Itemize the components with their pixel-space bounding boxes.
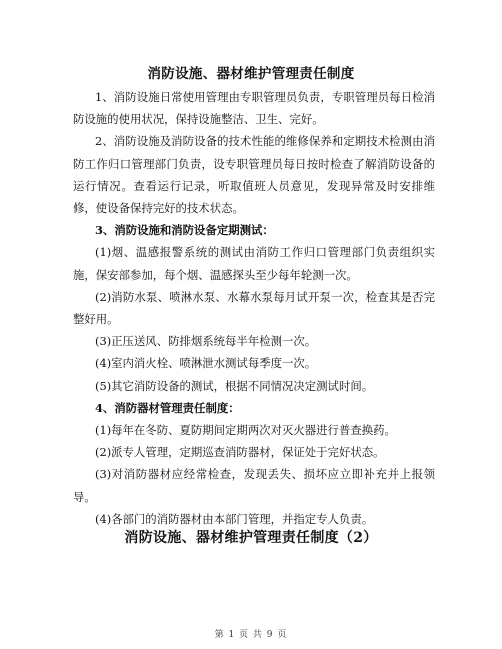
document-title: 消防设施、器材维护管理责任制度 [147, 66, 355, 82]
list-item-4-1: (1)每年在冬防、夏防期间定期两次对灭火器进行普查换药。 [95, 423, 396, 438]
document-body [73, 86, 435, 530]
list-item-3-2: (2)消防水泵、喷淋水泵、水幕水泵每月试开泵一次，检查其是否完整好用。 [73, 289, 435, 327]
list-item-3-3: (3)正压送风、防排烟系统每半年检测一次。 [95, 334, 317, 349]
paragraph-1: 1、消防设施日常使用管理由专职管理员负责，专职管理员每日检消防设施的使用状况，保持设施整洁、卫生、完好。 [73, 90, 435, 127]
section-heading-4: 4、消防器材管理责任制度： [95, 400, 240, 415]
section-heading-3: 3、消防设施和消防设备定期测试： [95, 223, 274, 238]
list-item-3-1: (1)烟、温感报警系统的测试由消防工作归口管理部门负责组织实施，保安部参加，每个烟、温感探头至少每年轮测一次。 [73, 245, 435, 282]
list-item-4-3: (3)对消防器材应经常检查，发现丢失、损坏应立即补充并上报领导。 [73, 467, 435, 504]
list-item-4-4: (4)各部门的消防器材由本部门管理，并指定专人负责。 [95, 511, 374, 526]
list-item-4-2: (2)派专人管理，定期巡查消防器材，保证处于完好状态。 [95, 445, 385, 460]
list-item-3-4: (4)室内消火栓、喷淋泄水测试每季度一次。 [95, 356, 317, 371]
second-document-title: 消防设施、器材维护管理责任制度（2） [124, 530, 378, 546]
page-number-footer: 第 1 页 共 9 页 [214, 630, 288, 640]
paragraph-2: 2、消防设施及消防设备的技术性能的维修保养和定期技术检测由消防工作归口管理部门负责，设专职管理员每日按时检查了解消防设备的运行情况。查看运行记录，听取值班人员意见，发现异常及时安排维修，使设备保持完好的技术状态。 [73, 134, 435, 216]
list-item-3-5: (5)其它消防设备的测试，根据不同情况决定测试时间。 [95, 378, 374, 393]
